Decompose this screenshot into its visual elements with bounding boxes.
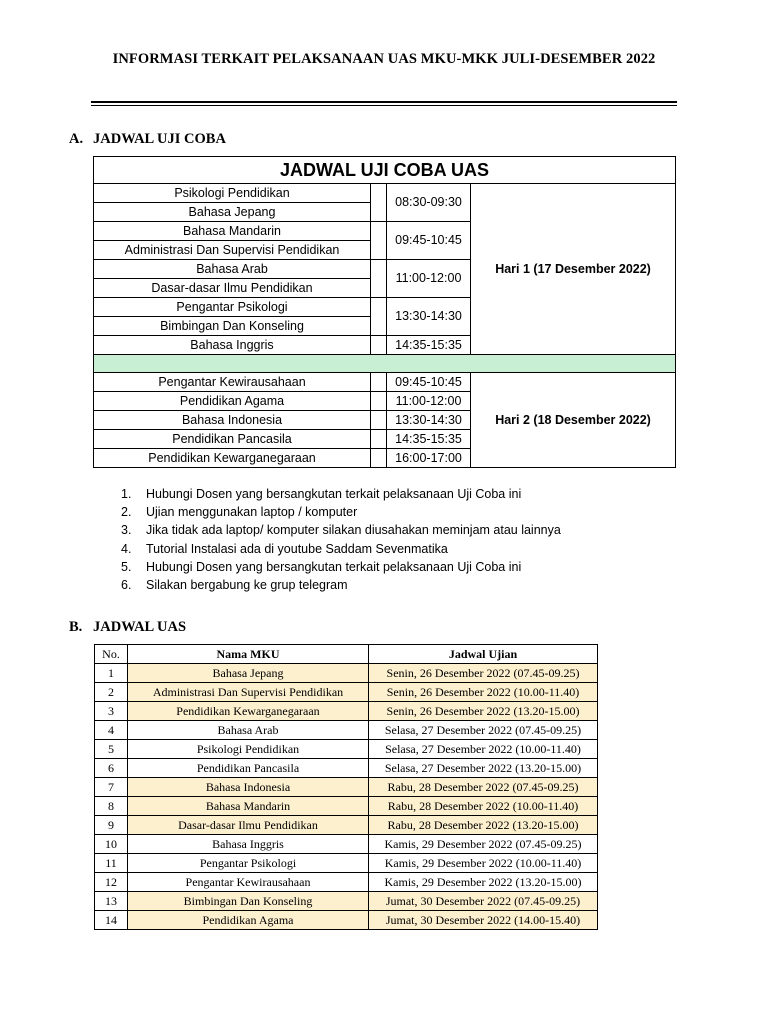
section-b-letter: B. (69, 619, 83, 635)
row-number-cell: 11 (95, 854, 128, 873)
blank-cell (371, 184, 387, 222)
course-cell: Bahasa Jepang (128, 664, 369, 683)
list-item (121, 521, 561, 539)
schedule-cell: Senin, 26 Desember 2022 (10.00-11.40) (369, 683, 598, 702)
blank-cell (371, 449, 387, 468)
table-row (95, 873, 598, 892)
blank-cell (371, 222, 387, 260)
blank-cell (371, 336, 387, 355)
list-text: Silakan bergabung ke grup telegram (146, 577, 348, 592)
section-b-title: JADWAL UAS (93, 619, 187, 635)
day-separator (94, 355, 676, 373)
course-cell: Psikologi Pendidikan (128, 740, 369, 759)
list-text: Hubungi Dosen yang bersangkutan terkait pelaksanaan Uji Coba ini (146, 559, 522, 574)
table-row (95, 835, 598, 854)
blank-cell (371, 373, 387, 392)
day-separator-row (94, 355, 676, 373)
course-cell: Bahasa Inggris (94, 336, 371, 355)
list-item (121, 558, 561, 576)
table-row (94, 184, 676, 203)
row-number-cell: 3 (95, 702, 128, 721)
table-row (94, 373, 676, 392)
day1-label: Hari 1 (17 Desember 2022) (471, 184, 676, 355)
list-item (121, 576, 561, 594)
time-cell: 14:35-15:35 (387, 336, 471, 355)
schedule-cell: Senin, 26 Desember 2022 (07.45-09.25) (369, 664, 598, 683)
blank-cell (371, 392, 387, 411)
table-row (95, 721, 598, 740)
course-cell: Bahasa Mandarin (94, 222, 371, 241)
list-item (121, 485, 561, 503)
course-cell: Administrasi Dan Supervisi Pendidikan (128, 683, 369, 702)
table-row (95, 759, 598, 778)
time-cell: 09:45-10:45 (387, 222, 471, 260)
day2-label: Hari 2 (18 Desember 2022) (471, 373, 676, 468)
uas-table (94, 644, 598, 930)
header-schedule: Jadwal Ujian (369, 645, 598, 664)
row-number-cell: 13 (95, 892, 128, 911)
course-cell: Dasar-dasar Ilmu Pendidikan (128, 816, 369, 835)
course-cell: Administrasi Dan Supervisi Pendidikan (94, 241, 371, 260)
row-number-cell: 12 (95, 873, 128, 892)
course-cell: Pengantar Kewirausahaan (128, 873, 369, 892)
course-cell: Bahasa Mandarin (128, 797, 369, 816)
course-cell: Pendidikan Agama (128, 911, 369, 930)
blank-cell (371, 411, 387, 430)
blank-cell (371, 260, 387, 298)
table-row (95, 740, 598, 759)
schedule-cell: Senin, 26 Desember 2022 (13.20-15.00) (369, 702, 598, 721)
row-number-cell: 2 (95, 683, 128, 702)
time-cell: 11:00-12:00 (387, 392, 471, 411)
section-a-letter: A. (69, 131, 84, 147)
table-row (95, 892, 598, 911)
row-number-cell: 5 (95, 740, 128, 759)
schedule-cell: Kamis, 29 Desember 2022 (13.20-15.00) (369, 873, 598, 892)
header-no: No. (95, 645, 128, 664)
list-text: Tutorial Instalasi ada di youtube Saddam Sevenmatika (146, 541, 448, 556)
table-row (95, 664, 598, 683)
header-course: Nama MKU (128, 645, 369, 664)
course-cell: Bahasa Inggris (128, 835, 369, 854)
list-number: 6. (121, 577, 132, 592)
schedule-cell: Jumat, 30 Desember 2022 (07.45-09.25) (369, 892, 598, 911)
schedule-cell: Rabu, 28 Desember 2022 (07.45-09.25) (369, 778, 598, 797)
course-cell: Bahasa Jepang (94, 203, 371, 222)
schedule-cell: Selasa, 27 Desember 2022 (07.45-09.25) (369, 721, 598, 740)
table-row (95, 911, 598, 930)
schedule-cell: Rabu, 28 Desember 2022 (10.00-11.40) (369, 797, 598, 816)
course-cell: Pendidikan Pancasila (94, 430, 371, 449)
row-number-cell: 7 (95, 778, 128, 797)
table-row (95, 778, 598, 797)
row-number-cell: 6 (95, 759, 128, 778)
row-number-cell: 8 (95, 797, 128, 816)
row-number-cell: 10 (95, 835, 128, 854)
table-row (95, 854, 598, 873)
table-row (95, 702, 598, 721)
course-cell: Pendidikan Kewarganegaraan (128, 702, 369, 721)
course-cell: Dasar-dasar Ilmu Pendidikan (94, 279, 371, 298)
course-cell: Bahasa Arab (128, 721, 369, 740)
list-item (121, 540, 561, 558)
time-cell: 16:00-17:00 (387, 449, 471, 468)
document-title: INFORMASI TERKAIT PELAKSANAAN UAS MKU-MKK JULI-DESEMBER 2022 (112, 51, 656, 67)
section-a-title: JADWAL UJI COBA (93, 131, 226, 147)
row-number-cell: 1 (95, 664, 128, 683)
schedule-cell: Selasa, 27 Desember 2022 (13.20-15.00) (369, 759, 598, 778)
section-b-heading (69, 619, 186, 636)
course-cell: Pengantar Psikologi (128, 854, 369, 873)
blank-cell (371, 298, 387, 336)
time-cell: 09:45-10:45 (387, 373, 471, 392)
time-cell: 11:00-12:00 (387, 260, 471, 298)
table-row (95, 683, 598, 702)
course-cell: Pengantar Kewirausahaan (94, 373, 371, 392)
uji-coba-table (93, 156, 676, 468)
schedule-cell: Kamis, 29 Desember 2022 (07.45-09.25) (369, 835, 598, 854)
course-cell: Pendidikan Pancasila (128, 759, 369, 778)
course-cell: Bimbingan Dan Konseling (94, 317, 371, 336)
schedule-cell: Jumat, 30 Desember 2022 (14.00-15.40) (369, 911, 598, 930)
time-cell: 08:30-09:30 (387, 184, 471, 222)
schedule-cell: Selasa, 27 Desember 2022 (10.00-11.40) (369, 740, 598, 759)
table-row (95, 797, 598, 816)
list-number: 5. (121, 559, 132, 574)
uji-coba-table-title: JADWAL UJI COBA UAS (94, 157, 676, 184)
row-number-cell: 14 (95, 911, 128, 930)
list-text: Hubungi Dosen yang bersangkutan terkait pelaksanaan Uji Coba ini (146, 487, 522, 501)
course-cell: Bahasa Arab (94, 260, 371, 279)
title-divider (91, 101, 677, 103)
course-cell: Psikologi Pendidikan (94, 184, 371, 203)
list-text: Ujian menggunakan laptop / komputer (146, 505, 358, 520)
list-number: 4. (121, 541, 132, 556)
course-cell: Pengantar Psikologi (94, 298, 371, 317)
table-row (95, 816, 598, 835)
course-cell: Bahasa Indonesia (94, 411, 371, 430)
section-a-heading (69, 131, 226, 148)
schedule-cell: Rabu, 28 Desember 2022 (13.20-15.00) (369, 816, 598, 835)
list-number: 1. (121, 487, 132, 501)
list-item (121, 503, 561, 521)
schedule-cell: Kamis, 29 Desember 2022 (10.00-11.40) (369, 854, 598, 873)
list-number: 3. (121, 523, 132, 538)
time-cell: 13:30-14:30 (387, 411, 471, 430)
list-number: 2. (121, 505, 132, 520)
course-cell: Bahasa Indonesia (128, 778, 369, 797)
list-text: Jika tidak ada laptop/ komputer silakan diusahakan meminjam atau lainnya (146, 523, 561, 538)
time-cell: 14:35-15:35 (387, 430, 471, 449)
row-number-cell: 4 (95, 721, 128, 740)
course-cell: Pendidikan Kewarganegaraan (94, 449, 371, 468)
blank-cell (371, 430, 387, 449)
notes-list (121, 485, 561, 594)
title-divider-thin (91, 105, 677, 106)
time-cell: 13:30-14:30 (387, 298, 471, 336)
course-cell: Pendidikan Agama (94, 392, 371, 411)
uas-table-header (95, 645, 598, 664)
row-number-cell: 9 (95, 816, 128, 835)
course-cell: Bimbingan Dan Konseling (128, 892, 369, 911)
